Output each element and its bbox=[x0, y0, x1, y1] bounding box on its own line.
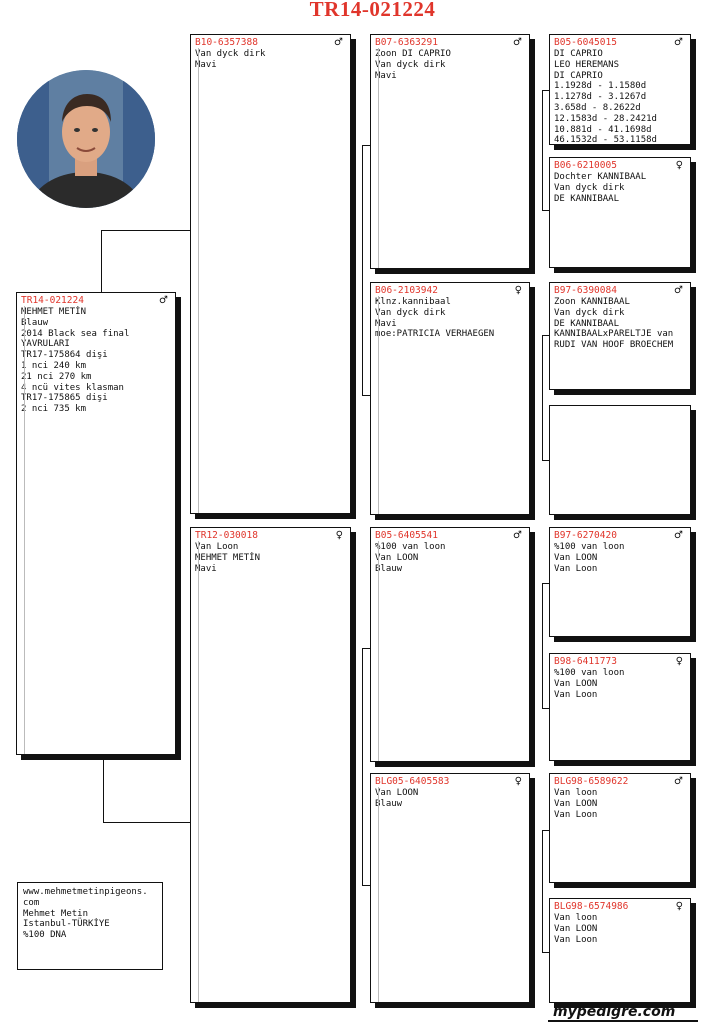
connector bbox=[542, 335, 543, 460]
dam-sire-card[interactable] bbox=[370, 527, 530, 762]
ddd-line: Van Loon bbox=[554, 934, 598, 945]
connector bbox=[362, 395, 370, 396]
dam-ring: TR12-030018 bbox=[195, 530, 258, 542]
dss-line: Van LOON bbox=[554, 552, 598, 563]
sss-line: 1.1928d - 1.1580d bbox=[554, 81, 647, 92]
subject-line: Blauw bbox=[21, 317, 49, 328]
sss-card[interactable] bbox=[549, 34, 691, 145]
ds-line: %100 van loon bbox=[375, 542, 446, 552]
owner-photo bbox=[17, 70, 155, 208]
owner-location: Istanbul-TÜRKİYE bbox=[23, 919, 110, 930]
owner-info-box bbox=[17, 882, 163, 970]
connector bbox=[542, 583, 549, 584]
female-icon: ♀ bbox=[675, 160, 683, 172]
dsd-ring: B98-6411773 bbox=[554, 656, 617, 668]
sss-line: 46.1532d - 53.1158d bbox=[554, 135, 657, 145]
female-icon: ♀ bbox=[335, 530, 343, 542]
subject-line: TR17-175864 dişi bbox=[21, 350, 108, 361]
connector bbox=[542, 90, 549, 91]
subject-line: 21 nci 270 km bbox=[21, 371, 92, 382]
dds-ring: BLG98-6589622 bbox=[554, 776, 629, 788]
dsd-line: %100 van loon bbox=[554, 668, 625, 678]
dss-line: Van Loon bbox=[554, 563, 598, 574]
female-icon: ♀ bbox=[514, 776, 522, 788]
dsd-line: Van Loon bbox=[554, 689, 598, 700]
brand-underline bbox=[548, 1020, 698, 1022]
dam-line: Van Loon bbox=[195, 542, 239, 552]
connector bbox=[542, 90, 543, 210]
ssd-line: Van dyck dirk bbox=[554, 182, 625, 193]
sds-line: RUDI VAN HOOF BROECHEM bbox=[554, 340, 674, 351]
sire-line: Van dyck dirk bbox=[195, 49, 266, 59]
sd-line: Van dyck dirk bbox=[375, 307, 446, 318]
connector bbox=[542, 830, 549, 831]
male-icon: ♂ bbox=[334, 37, 343, 49]
sd-ring: B06-2103942 bbox=[375, 285, 438, 297]
ds-line: Blauw bbox=[375, 563, 403, 574]
connector bbox=[542, 210, 549, 211]
ddd-card[interactable] bbox=[549, 898, 691, 1003]
pedigree-title: TR14-021224 bbox=[309, 0, 436, 21]
ssd-line: DE KANNIBAAL bbox=[554, 193, 620, 204]
subject-card[interactable] bbox=[16, 292, 176, 755]
sds-line: DE KANNIBAAL bbox=[554, 318, 620, 329]
website-link[interactable]: www.mehmetmetinpigeons. bbox=[23, 887, 148, 897]
connector bbox=[542, 830, 543, 952]
female-icon: ♀ bbox=[675, 656, 683, 668]
male-icon: ♂ bbox=[513, 530, 522, 542]
sdd-card-empty[interactable] bbox=[549, 405, 691, 515]
sss-line: DI CAPRIO bbox=[554, 49, 603, 59]
dss-card[interactable] bbox=[549, 527, 691, 637]
ss-line: Van dyck dirk bbox=[375, 59, 446, 70]
male-icon: ♂ bbox=[674, 37, 683, 49]
connector bbox=[542, 708, 549, 709]
subject-ring: TR14-021224 bbox=[21, 295, 84, 307]
ssd-ring: B06-6210005 bbox=[554, 160, 617, 172]
subject-line: YAVRULARI bbox=[21, 339, 70, 350]
dna-note: %100 DNA bbox=[23, 930, 67, 941]
connector bbox=[362, 648, 370, 649]
ssd-line: Dochter KANNIBAAL bbox=[554, 172, 647, 182]
dd-line: Van LOON bbox=[375, 788, 419, 798]
sds-line: KANNIBAALxPARELTJE van bbox=[554, 329, 674, 340]
dd-ring: BLG05-6405583 bbox=[375, 776, 450, 788]
connector bbox=[362, 885, 370, 886]
dds-line: Van loon bbox=[554, 788, 598, 798]
female-icon: ♀ bbox=[675, 901, 683, 913]
ddd-ring: BLG98-6574986 bbox=[554, 901, 629, 913]
sss-line: LEO HEREMANS bbox=[554, 59, 620, 70]
sire-dam-card[interactable] bbox=[370, 282, 530, 515]
dd-line: Blauw bbox=[375, 798, 403, 809]
connector bbox=[542, 583, 543, 708]
dam-dam-card[interactable] bbox=[370, 773, 530, 1003]
ddd-line: Van LOON bbox=[554, 923, 598, 934]
ss-line: Mavi bbox=[375, 70, 397, 81]
sds-line: Zoon KANNIBAAL bbox=[554, 297, 630, 307]
connector bbox=[542, 952, 549, 953]
male-icon: ♂ bbox=[674, 285, 683, 297]
dds-card[interactable] bbox=[549, 773, 691, 883]
sss-line: DI CAPRIO bbox=[554, 70, 603, 81]
ds-ring: B05-6405541 bbox=[375, 530, 438, 542]
dam-line: MEHMET METİN bbox=[195, 552, 261, 563]
owner-name: Mehmet Metin bbox=[23, 908, 89, 919]
dam-line: Mavi bbox=[195, 563, 217, 574]
connector bbox=[101, 230, 102, 292]
sd-line: moe:PATRICIA VERHAEGEN bbox=[375, 329, 495, 340]
dss-line: %100 van loon bbox=[554, 542, 625, 552]
male-icon: ♂ bbox=[159, 295, 168, 307]
sd-line: Klnz.kannibaal bbox=[375, 297, 451, 307]
sss-line: 3.658d - 8.2622d bbox=[554, 102, 641, 113]
ddd-line: Van loon bbox=[554, 913, 598, 923]
subject-line: 2014 Black sea final bbox=[21, 328, 130, 339]
subject-line: MEHMET METİN bbox=[21, 307, 87, 317]
dsd-line: Van LOON bbox=[554, 678, 598, 689]
dam-card[interactable] bbox=[190, 527, 351, 1003]
connector bbox=[103, 755, 104, 822]
ss-ring: B07-6363291 bbox=[375, 37, 438, 49]
brand-logo[interactable]: mypedigre.com bbox=[553, 1004, 676, 1020]
sss-ring: B05-6045015 bbox=[554, 37, 617, 49]
sds-line: Van dyck dirk bbox=[554, 307, 625, 318]
dss-ring: B97-6270420 bbox=[554, 530, 617, 542]
subject-line: 2 nci 735 km bbox=[21, 404, 87, 415]
subject-line: 4 ncü vites klasman bbox=[21, 382, 124, 393]
sd-line: Mavi bbox=[375, 318, 397, 329]
connector bbox=[362, 145, 363, 395]
sss-line: 12.1583d - 28.2421d bbox=[554, 113, 657, 124]
connector bbox=[542, 335, 549, 336]
connector bbox=[103, 822, 190, 823]
connector bbox=[362, 648, 363, 885]
sire-ring: B10-6357388 bbox=[195, 37, 258, 49]
connector bbox=[362, 145, 370, 146]
ds-line: Van LOON bbox=[375, 552, 419, 563]
male-icon: ♂ bbox=[674, 776, 683, 788]
sds-card[interactable] bbox=[549, 282, 691, 390]
connector bbox=[542, 460, 549, 461]
sire-sire-card[interactable] bbox=[370, 34, 530, 269]
dsd-card[interactable] bbox=[549, 653, 691, 761]
sds-ring: B97-6390084 bbox=[554, 285, 617, 297]
connector bbox=[101, 230, 190, 231]
male-icon: ♂ bbox=[674, 530, 683, 542]
subject-line: TR17-175865 dişi bbox=[21, 393, 108, 404]
sss-line: 1.1278d - 3.1267d bbox=[554, 92, 647, 103]
female-icon: ♀ bbox=[514, 285, 522, 297]
sss-line: 10.881d - 41.1698d bbox=[554, 124, 652, 135]
ss-line: Zoon DI CAPRIO bbox=[375, 49, 451, 59]
ssd-card[interactable] bbox=[549, 157, 691, 268]
dds-line: Van Loon bbox=[554, 809, 598, 820]
sire-line: Mavi bbox=[195, 59, 217, 70]
subject-line: 1 nci 240 km bbox=[21, 360, 87, 371]
dds-line: Van LOON bbox=[554, 798, 598, 809]
male-icon: ♂ bbox=[513, 37, 522, 49]
sire-card[interactable] bbox=[190, 34, 351, 514]
website-link-cont[interactable]: com bbox=[23, 897, 40, 908]
